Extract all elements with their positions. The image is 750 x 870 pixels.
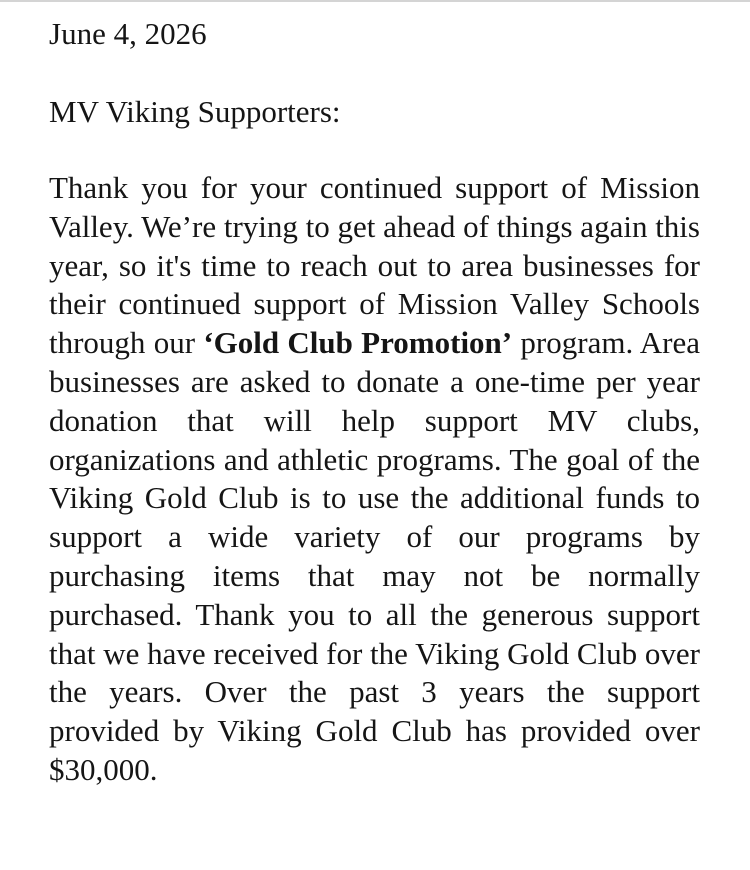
body-text-continuation: program. Area businesses are asked to donate a one-time per year donation that will help support MV clubs, organizations and athletic programs. The goal of the Viking Gold Club is to use the additional funds to support a wide variety of our programs by purchasing items that may not be normally purchased. Thank you to all the generous support that we have received for the Viking Gold Club over the years. Over the past 3 years the support provided by Viking Gold Club has provided over $30,000. bbox=[49, 325, 700, 787]
gold-club-promotion-emphasis: ‘Gold Club Promotion’ bbox=[203, 325, 513, 361]
body-text-intro: Thank you for your continued support of Mission Valley. We’re trying to get ahead of things again this year, so it's time to reach out to area businesses for their continued support of Mission Valley Schools through our bbox=[49, 170, 700, 361]
letter-body-paragraph bbox=[49, 169, 700, 790]
letter-salutation: MV Viking Supporters: bbox=[49, 94, 341, 129]
top-divider bbox=[0, 0, 750, 2]
letter-date: June 4, 2026 bbox=[49, 16, 207, 51]
letter-document bbox=[49, 14, 700, 787]
